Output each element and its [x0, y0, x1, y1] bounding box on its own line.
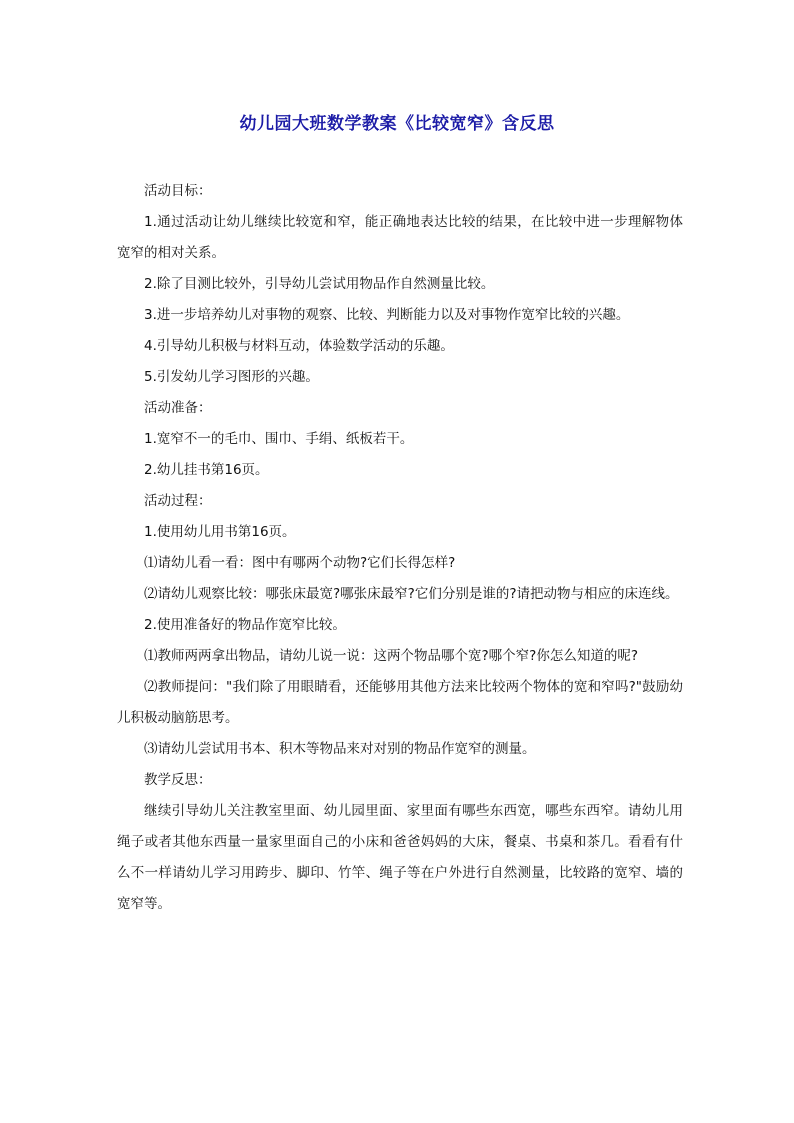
section-heading-goals: 活动目标：	[144, 183, 212, 199]
goal-item-4: 4.引导幼儿积极与材料互动，体验数学活动的乐趣。	[144, 338, 454, 354]
process-substep-2-2: ⑵教师提问："我们除了用眼睛看，还能够用其他方法来比较两个物体的宽和窄吗?"鼓励幼儿积极动脑筋思考。	[117, 679, 683, 726]
process-substep-1-1: ⑴请幼儿看一看：图中有哪两个动物?它们长得怎样?	[144, 555, 456, 571]
goal-item-5: 5.引发幼儿学习图形的兴趣。	[144, 369, 319, 385]
document-body	[117, 176, 683, 920]
document-title: 幼儿园大班数学教案《比较宽窄》含反思	[239, 114, 555, 134]
process-substep-2-1: ⑴教师两两拿出物品，请幼儿说一说：这两个物品哪个宽?哪个窄?你怎么知道的呢?	[144, 648, 638, 664]
preparation-item-1: 1.宽窄不一的毛巾、围巾、手绢、纸板若干。	[144, 431, 414, 447]
process-substep-2-3: ⑶请幼儿尝试用书本、积木等物品来对对别的物品作宽窄的测量。	[144, 741, 536, 757]
reflection-paragraph: 继续引导幼儿关注教室里面、幼儿园里面、家里面有哪些东西宽，哪些东西窄。请幼儿用绳子或者其他东西量一量家里面自己的小床和爸爸妈妈的大床，餐桌、书桌和茶几。看看有什么不一样请幼儿学习用跨步、脚印、竹竿、绳子等在户外进行自然测量，比较路的宽窄、墙的宽窄等。	[117, 803, 683, 912]
process-step-1: 1.使用幼儿用书第16页。	[144, 524, 296, 540]
section-heading-preparation: 活动准备：	[144, 400, 212, 416]
goal-item-1: 1.通过活动让幼儿继续比较宽和窄，能正确地表达比较的结果，在比较中进一步理解物体宽窄的相对关系。	[117, 214, 683, 261]
goal-item-2: 2.除了目测比较外，引导幼儿尝试用物品作自然测量比较。	[144, 276, 495, 292]
process-substep-1-2: ⑵请幼儿观察比较：哪张床最宽?哪张床最窄?它们分别是谁的?请把动物与相应的床连线。	[144, 586, 679, 602]
preparation-item-2: 2.幼儿挂书第16页。	[144, 462, 269, 478]
section-heading-process: 活动过程：	[144, 493, 212, 509]
goal-item-3: 3.进一步培养幼儿对事物的观察、比较、判断能力以及对事物作宽窄比较的兴趣。	[144, 307, 630, 323]
section-heading-reflection: 教学反思：	[144, 772, 212, 788]
process-step-2: 2.使用准备好的物品作宽窄比较。	[144, 617, 346, 633]
